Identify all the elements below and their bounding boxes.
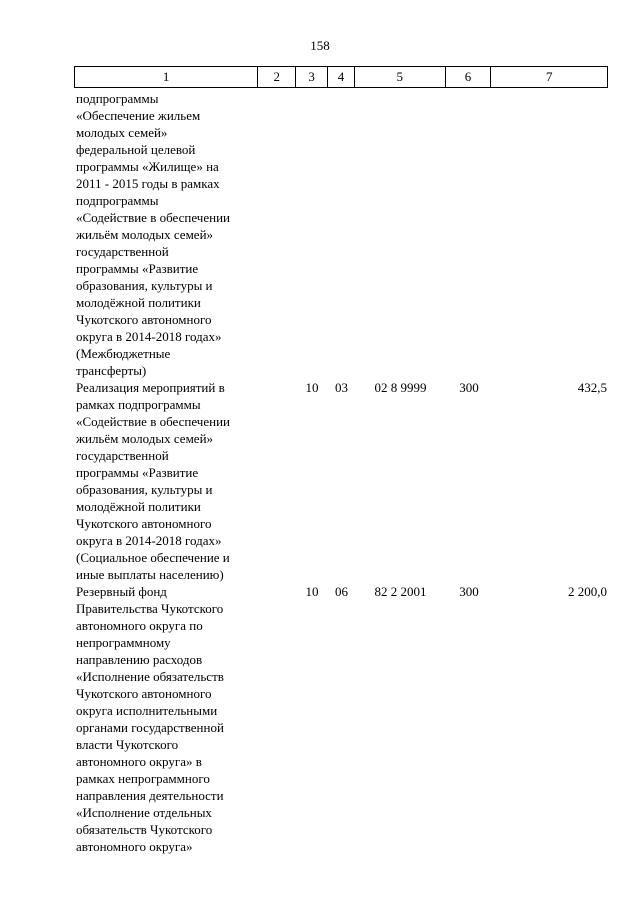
table-row — [74, 583, 608, 855]
row-section — [296, 90, 328, 379]
table-row — [74, 90, 608, 379]
header-cell-7: 7 — [545, 69, 553, 84]
header-cell-4: 4 — [328, 67, 355, 87]
row-expense-type: 300 — [459, 584, 479, 599]
header-cell-1: 1 — [75, 67, 258, 87]
table-header-row — [74, 66, 608, 88]
row-subsection: 06 — [335, 584, 348, 599]
row-description: Резервный фонд Правительства Чукотского автономного округа по непрограммному направлению расходов «Исполнение обязательств Чукотского автономного округа исполнительными органами государственной власти Чукотского автономного округа» в рамках непрограммного направления деятельности «Исполнение отдельных обязательств Чукотского автономного округа» — [76, 584, 224, 854]
row-section: 10 — [305, 584, 319, 599]
row-subsection — [328, 90, 355, 379]
header-cell-3: 3 — [296, 67, 328, 87]
row-description: подпрограммы «Обеспечение жильем молодых семей» федеральной целевой программы «Жилище» на 2011 - 2015 годы в рамках подпрограммы «Содействие в обеспечении жильём молодых семей» государственной программы «Развитие образования, культуры и молодёжной политики Чукотского автономного округа в 2014-2018 годах» (Межбюджетные трансферты) — [76, 91, 230, 378]
header-cell-5: 5 — [355, 67, 446, 87]
row-expense-type: 300 — [459, 380, 479, 395]
row-description: Реализация мероприятий в рамках подпрограммы «Содействие в обеспечении жильём молодых семей» государственной программы «Развитие образования, культуры и молодёжной политики Чукотского автономного округа в 2014-2018 годах» (Социальное обеспечение и иные выплаты населению) — [76, 380, 230, 582]
row-target-article: 02 8 9999 — [374, 380, 427, 395]
row-col-2 — [258, 379, 296, 583]
row-col-2 — [258, 90, 296, 379]
row-amount: 2 200,0 — [568, 584, 607, 599]
table-row — [74, 379, 608, 583]
header-cell-6: 6 — [446, 67, 492, 87]
row-target-article: 82 2 2001 — [374, 584, 427, 599]
row-section: 10 — [305, 380, 319, 395]
row-target-article — [355, 90, 446, 379]
row-expense-type — [446, 90, 492, 379]
row-subsection: 03 — [335, 380, 348, 395]
header-cell-2: 2 — [258, 67, 296, 87]
row-col-2 — [258, 583, 296, 855]
page-number: 158 — [310, 38, 330, 53]
table-body — [74, 90, 608, 855]
row-amount: 432,5 — [577, 380, 607, 395]
row-amount — [492, 90, 608, 379]
